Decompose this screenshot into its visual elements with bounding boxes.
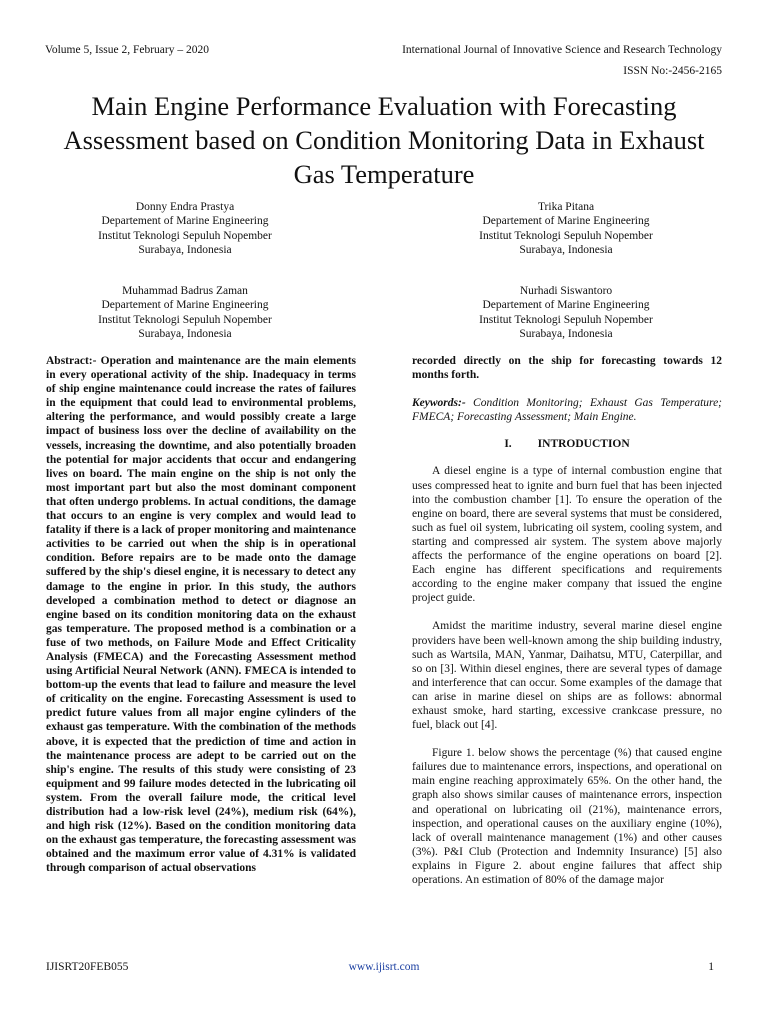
section-number: I. bbox=[504, 438, 512, 451]
author-name: Muhammad Badrus Zaman bbox=[122, 285, 248, 297]
author-city: Surabaya, Indonesia bbox=[519, 244, 613, 257]
abstract-text: Operation and maintenance are the main elements in every operational activity of the ship. Inadequacy in terms of ship engine maintenance could increase the rates of failures in the equipment that could lead to environmental problems, altering the performance, and would possibly create a large impact of business loss over the decline of availability on the vessels, increasing the downtime, and also potentially broaden the potential for major accidents that occur and endangering lives on board. The main engine on the ship is not only the most important part but also the most dominant component that often undergo problems. In actual conditions, the damage that occurs to an engine is very complex and would lead to fatality if there is a lack of proper monitoring and maintenance activities to be carried out when the ship is in operational condition. Before repairs are to be made onto the damage suffered by the ship's diesel engine, it is necessary to detect any damage to the engine in prior. In this study, the authors developed a combination method to detect or diagnose an engine based on its condition monitoring data on the exhaust gas temperature. The proposed method is a combination or a fuse of two methods, on Failure Mode and Effect Criticality Analysis (FMECA) and the Forecasting Assessment method using Artificial Neural Network (ANN). FMECA is intended to bottom-up the events that lead to failure and measure the level of criticality on the engine. Forecasting Assessment is used to predict future values from all major engine cylinders of the exhaust gas temperature. With the combination of the methods above, it is expected that the prediction of time and action in the maintenance process are adept to be carried out on the ship's engine. The results of this study were consisting of 23 equipment and 99 failure modes detected in the lubricating oil system. From the overall failure mode, the critical level distribution had a low-risk level (24%), medium risk (64%), and high risk (12%). Based on the condition monitoring data on the exhaust gas temperature, the forecasting assessment was obtained and the maximum error value of 4.31% is validated through comparison of actual observations bbox=[46, 355, 357, 875]
abstract-continuation: recorded directly on the ship for forecasting towards 12 months forth. bbox=[412, 355, 722, 382]
author-block-4 bbox=[416, 284, 716, 342]
author-city: Surabaya, Indonesia bbox=[138, 328, 232, 341]
author-block-3 bbox=[35, 284, 335, 342]
keywords bbox=[412, 396, 722, 424]
right-column bbox=[412, 354, 722, 901]
issn: ISSN No:-2456-2165 bbox=[623, 65, 722, 77]
author-department: Departement of Marine Engineering bbox=[101, 215, 269, 228]
author-city: Surabaya, Indonesia bbox=[138, 244, 232, 257]
body-paragraph: A diesel engine is a type of internal combustion engine that uses compressed heat to ignite and burn fuel that has been injected into the combustion chamber [1]. To ensure the operation of the engine on board, there are several systems that must be considered, such as fuel oil system, lubricating oil system, cooling system, and starting and compressed air system. The system above majorly affects the performance of the engine operations on board [2]. Each engine has different specifications and requirements according to the engine maker company that issued the engine project guide. bbox=[412, 465, 722, 605]
page-number: 1 bbox=[708, 961, 714, 973]
author-city: Surabaya, Indonesia bbox=[519, 328, 613, 341]
author-block-2 bbox=[416, 200, 716, 258]
body-paragraph: Figure 1. below shows the percentage (%) that caused engine failures due to maintenance errors, inspections, and operational on main engine reaching approximately 65%. On the other hand, the graph also shows similar causes of maintenance errors, inspection and operational on lubricating oil (21%), maintenance errors, inspection, and operational causes on the auxiliary engine (10%), lack of overall maintenance management (1%) and other causes (3%). P&I Club (Protection and Indemnity Insurance) [5] also explains in Figure 2. about engine failures that affect ship operations. An estimation of 80% of the damage major bbox=[412, 747, 722, 886]
section-title: INTRODUCTION bbox=[537, 438, 630, 451]
author-department: Departement of Marine Engineering bbox=[482, 215, 650, 228]
author-institution: Institut Teknologi Sepuluh Nopember bbox=[98, 313, 272, 326]
author-institution: Institut Teknologi Sepuluh Nopember bbox=[479, 313, 653, 326]
body-paragraph: Amidst the maritime industry, several marine diesel engine providers have been well-known among the ship building industry, such as Wartsila, MAN, Yanmar, Daihatsu, MTU, Caterpillar, and so on [3]. Within diesel engines, there are several types of damage and interference that can occur. Some examples of the damage that can arise in marine diesel on ships are as follows: abnormal exhaust smoke, hard starting, excessive crankcase pressure, no fuel, black out [4]. bbox=[412, 620, 722, 732]
author-name: Nurhadi Siswantoro bbox=[519, 285, 613, 297]
running-header-journal: International Journal of Innovative Science and Research Technology bbox=[402, 44, 722, 56]
author-institution: Institut Teknologi Sepuluh Nopember bbox=[479, 229, 653, 242]
author-department: Departement of Marine Engineering bbox=[482, 299, 650, 312]
keywords-text: Condition Monitoring; Exhaust Gas Temperature; FMECA; Forecasting Assessment; Main Engine. bbox=[412, 397, 723, 424]
running-header-volume: Volume 5, Issue 2, February – 2020 bbox=[45, 44, 209, 56]
paper-title: Main Engine Performance Evaluation with Forecasting Assessment based on Condition Monitoring Data in Exhaust Gas Temperature bbox=[63, 91, 705, 189]
footer-paper-code: IJISRT20FEB055 bbox=[46, 961, 129, 973]
author-institution: Institut Teknologi Sepuluh Nopember bbox=[98, 229, 272, 242]
abstract-label: Abstract:- bbox=[46, 355, 97, 367]
author-block-1 bbox=[35, 200, 335, 258]
abstract bbox=[46, 354, 356, 875]
author-department: Departement of Marine Engineering bbox=[101, 299, 269, 312]
left-column bbox=[46, 354, 356, 875]
author-name: Trika Pitana bbox=[537, 201, 595, 213]
keywords-label: Keywords:- bbox=[412, 397, 466, 410]
footer-website-link[interactable]: www.ijisrt.com bbox=[348, 961, 420, 973]
author-name: Donny Endra Prastya bbox=[135, 201, 235, 213]
section-heading-introduction bbox=[412, 437, 722, 451]
